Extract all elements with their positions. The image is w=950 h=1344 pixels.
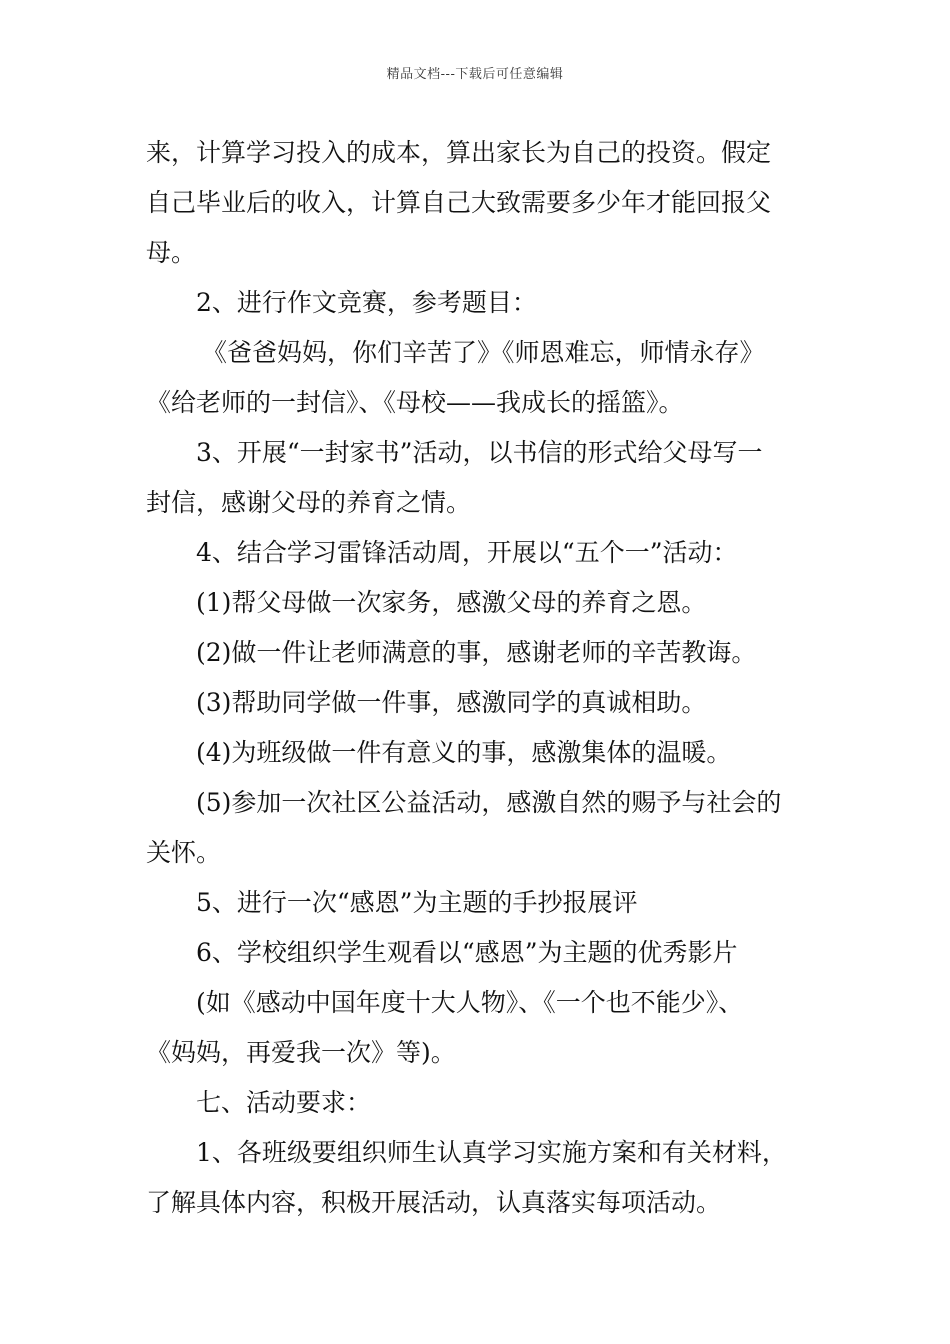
- paragraph-line: 了解具体内容，积极开展活动，认真落实每项活动。: [146, 1188, 722, 1217]
- paragraph-line: 4、结合学习雷锋活动周，开展以“五个一”活动：: [196, 538, 738, 567]
- paragraph-line: 2、进行作文竞赛，参考题目：: [196, 288, 537, 317]
- paragraph-line: (4)为班级做一件有意义的事，感激集体的温暖。: [196, 738, 732, 767]
- paragraph-line: 七、活动要求：: [196, 1088, 372, 1117]
- paragraph-line: 自己毕业后的收入，计算自己大致需要多少年才能回报父: [146, 188, 772, 217]
- paragraph-line: 来，计算学习投入的成本，算出家长为自己的投资。假定: [146, 138, 772, 167]
- paragraph-line: 5、进行一次“感恩”为主题的手抄报展评: [196, 888, 638, 917]
- paragraph-line: 母。: [146, 238, 197, 267]
- paragraph-line: 关怀。: [146, 838, 222, 867]
- page-header: 精品文档---下载后可任意编辑: [386, 67, 564, 82]
- paragraph-line: (3)帮助同学做一件事，感激同学的真诚相助。: [196, 688, 707, 717]
- paragraph-line: (1)帮父母做一次家务，感激父母的养育之恩。: [196, 588, 707, 617]
- paragraph-line: 封信，感谢父母的养育之情。: [146, 488, 472, 517]
- paragraph-line: (2)做一件让老师满意的事，感谢老师的辛苦教诲。: [196, 638, 757, 667]
- paragraph-line: 《给老师的一封信》、《母校——我成长的摇篮》。: [146, 388, 684, 417]
- paragraph-line: 6、学校组织学生观看以“感恩”为主题的优秀影片: [196, 938, 738, 967]
- document-body: [146, 128, 808, 1228]
- paragraph-line: (5)参加一次社区公益活动，感激自然的赐予与社会的: [196, 788, 782, 817]
- paragraph-line: 1、各班级要组织师生认真学习实施方案和有关材料，: [196, 1138, 787, 1167]
- paragraph-line: 《妈妈，再爱我一次》等)。: [146, 1038, 456, 1067]
- paragraph-line: 3、开展“一封家书”活动，以书信的形式给父母写一: [196, 438, 763, 467]
- paragraph-line: (如《感动中国年度十大人物》、《一个也不能少》、: [196, 988, 744, 1017]
- paragraph-line: 《爸爸妈妈，你们辛苦了》《师恩难忘，师情永存》: [202, 338, 765, 367]
